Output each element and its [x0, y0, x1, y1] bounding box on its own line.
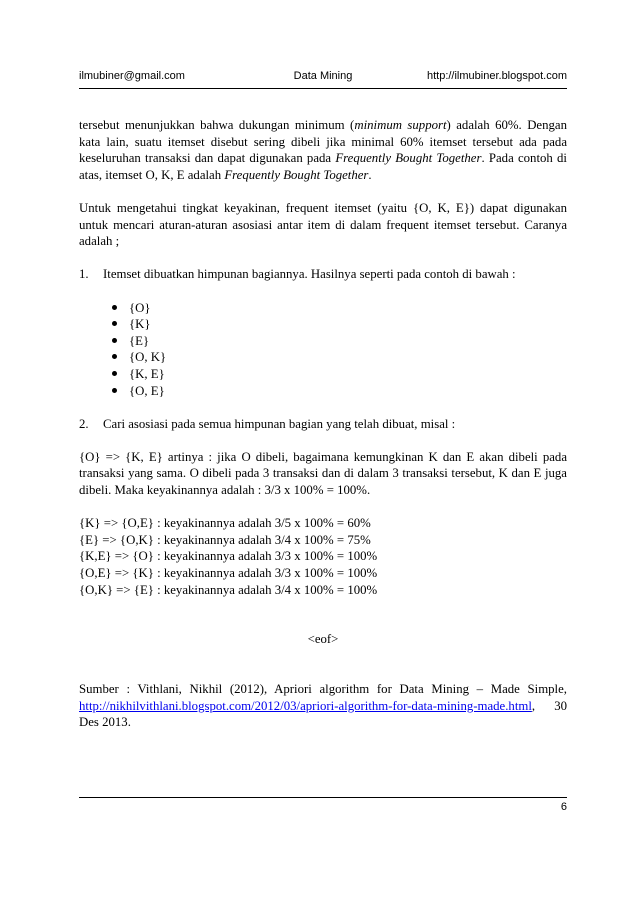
- association-example-paragraph: {O} => {K, E} artinya : jika O dibeli, bagaimana kemungkinan K dan E akan dibeli pada transaksi yang sama. O dibeli pada 3 transaksi dan di dalam 3 transaksi tersebut, K dan E juga dibeli. Maka keyakinannya adalah : 3/3 x 100% = 100%.: [79, 449, 567, 498]
- list-item: {O, E}: [112, 383, 567, 400]
- step-2: [79, 416, 567, 433]
- header-title: Data Mining: [293, 70, 353, 82]
- list-item: {K}: [112, 316, 567, 333]
- bullet-icon: [112, 305, 117, 310]
- rule-line: {E} => {O,K} : keyakinannya adalah 3/4 x 100% = 75%: [79, 532, 371, 547]
- source-citation: Sumber : Vithlani, Nikhil (2012), Apriori algorithm for Data Mining – Made Simple, http://nikhilvithlani.blogspot.com/2012/03/apriori-algorithm-for-data-mining-made.html, 30 Des 2013.: [79, 682, 567, 730]
- step-1-number: 1.: [79, 267, 89, 282]
- document-body: [79, 117, 567, 731]
- intro-paragraph: tersebut menunjukkan bahwa dukungan minimum (minimum support) adalah 60%. Dengan kata lain, suatu itemset disebut sering dibeli jika minimal 60% itemset tersebut ada pada keseluruhan transaksi dan dapat digunakan pada Frequently Bought Together. Pada contoh di atas, itemset O, K, E adalah Frequently Bought Together.: [79, 118, 567, 182]
- list-item: {E}: [112, 333, 567, 350]
- step-1-text: Itemset dibuatkan himpunan bagiannya. Hasilnya seperti pada contoh di bawah :: [103, 267, 516, 282]
- bullet-icon: [112, 354, 117, 359]
- bullet-icon: [112, 321, 117, 326]
- rule-line: {K} => {O,E} : keyakinannya adalah 3/5 x 100% = 60%: [79, 516, 371, 531]
- rule-line: {O,E} => {K} : keyakinannya adalah 3/3 x 100% = 100%: [79, 566, 378, 581]
- rule-line: {K,E} => {O} : keyakinannya adalah 3/3 x 100% = 100%: [79, 549, 378, 564]
- source-link[interactable]: http://nikhilvithlani.blogspot.com/2012/03/apriori-algorithm-for-data-mining-made.html: [79, 698, 532, 713]
- header-url: http://ilmubiner.blogspot.com: [426, 70, 567, 82]
- page-footer: [79, 797, 567, 813]
- step-2-text: Cari asosiasi pada semua himpunan bagian yang telah dibuat, misal :: [103, 416, 456, 431]
- rule-line: {O,K} => {E} : keyakinannya adalah 3/4 x 100% = 100%: [79, 582, 378, 597]
- bullet-icon: [112, 338, 117, 343]
- page-number: 6: [560, 801, 567, 813]
- bullet-icon: [112, 388, 117, 393]
- bullet-icon: [112, 371, 117, 376]
- list-item: {O}: [112, 300, 567, 317]
- rule-list: [79, 515, 567, 598]
- list-item: {O, K}: [112, 349, 567, 366]
- confidence-paragraph: Untuk mengetahui tingkat keyakinan, frequent itemset (yaitu {O, K, E}) dapat digunakan untuk mencari aturan-aturan asosiasi antar item di dalam frequent itemset tersebut. Caranya adalah ;: [79, 200, 567, 249]
- list-item: {K, E}: [112, 366, 567, 383]
- header-email: ilmubiner@gmail.com: [79, 70, 185, 82]
- subset-list: [79, 300, 567, 400]
- page-header: [79, 68, 567, 89]
- eof-marker: <eof>: [307, 632, 339, 647]
- step-1: [79, 266, 567, 283]
- step-2-number: 2.: [79, 416, 89, 431]
